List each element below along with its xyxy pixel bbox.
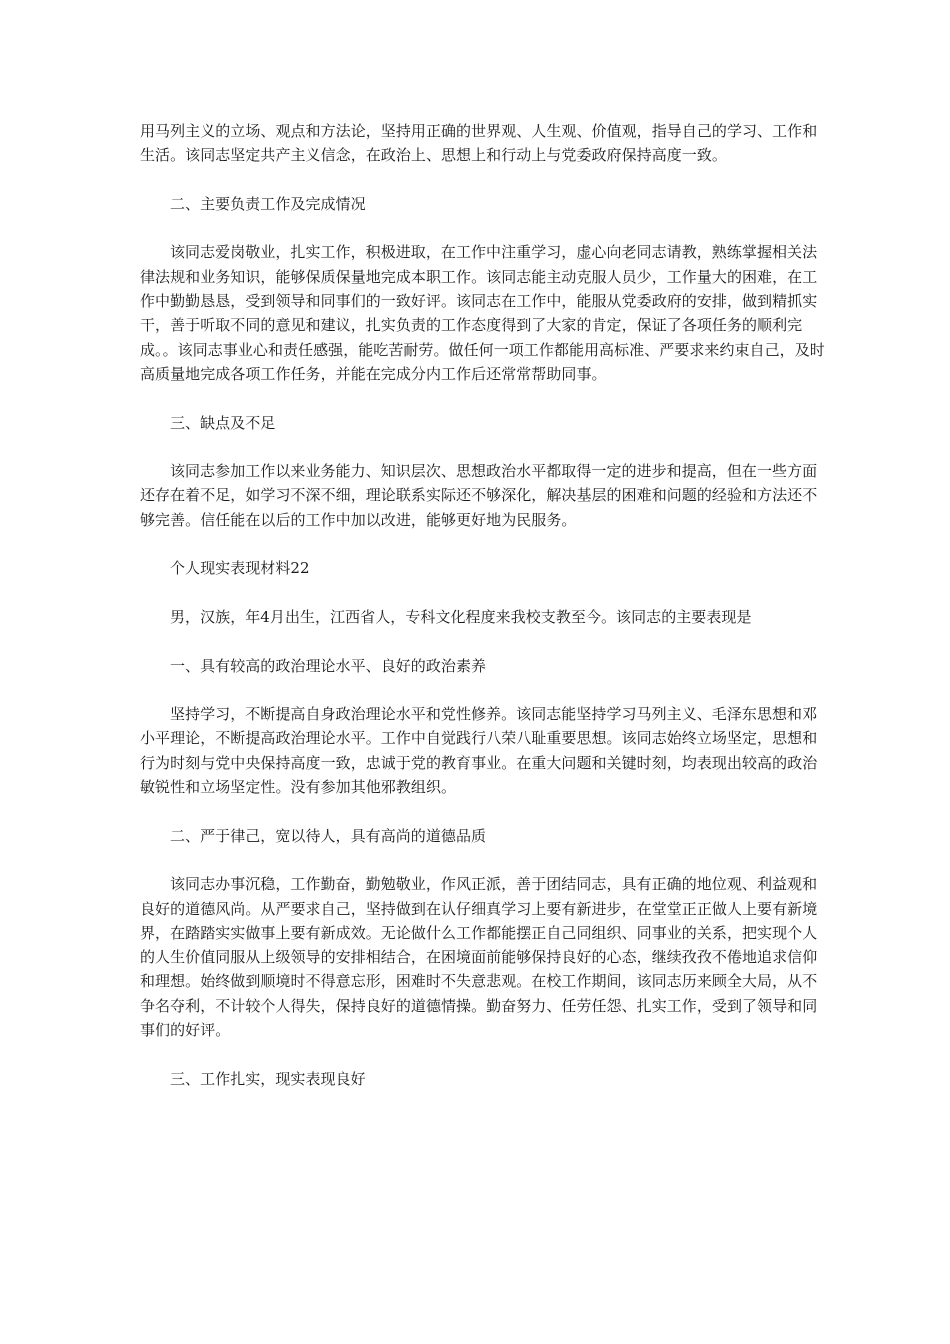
paragraph-main-work: 该同志爱岗敬业，扎实工作，积极进取，在工作中注重学习，虚心向老同志请教，熟练掌握相关法律法规和业务知识，能够保质保量地完成本职工作。该同志能主动克服人员少，工作量大的困难，在工作中勤勤恳恳，受到领导和同事们的一致好评。该同志在工作中，能服从党委政府的安排，做到精抓实干，善于听取不同的意见和建议，扎实负责的工作态度得到了大家的肯定，保证了各项任务的顺利完成。。该同志事业心和责任感强，能吃苦耐劳。做任何一项工作都能用高标准、严要求来约束自己，及时高质量地完成各项工作任务，并能在完成分内工作后还常常帮助同事。 — [140, 243, 825, 383]
section-heading-work-performance: 三、工作扎实，现实表现良好 — [170, 1069, 366, 1088]
section-heading-political: 一、具有较高的政治理论水平、良好的政治素养 — [170, 656, 487, 675]
paragraph-continuation: 用马列主义的立场、观点和方法论，坚持用正确的世界观、人生观、价值观，指导自己的学习、工作和生活。该同志坚定共产主义信念，在政治上、思想上和行动上与党委政府保持高度一致。 — [140, 122, 818, 165]
paragraph-political: 坚持学习，不断提高自身政治理论水平和党性修养。该同志能坚持学习马列主义、毛泽东思想和邓小平理论，不断提高政治理论水平。工作中自觉践行八荣八耻重要思想。该同志始终立场坚定，思想和行为时刻与党中央保持高度一致，忠诚于党的教育事业。在重大问题和关键时刻，均表现出较高的政治敏锐性和立场坚定性。没有参加其他邪教组织。 — [140, 705, 818, 797]
paragraph-moral: 该同志办事沉稳，工作勤奋，勤勉敬业，作风正派，善于团结同志，具有正确的地位观、利益观和良好的道德风尚。从严要求自己，坚持做到在认仔细真学习上要有新进步，在堂堂正正做人上要有新境界，在踏踏实实做事上要有新成效。无论做什么工作都能摆正自己同组织、同事业的关系，把实现个人的人生价值同服从上级领导的安排相结合，在困境面前能够保持良好的心态，继续孜孜不倦地追求信仰和理想。始终做到顺境时不得意忘形，困难时不失意悲观。在校工作期间，该同志历来顾全大局，从不争名夺利，不计较个人得失，保持良好的道德情操。勤奋努力、任劳任怨、扎实工作，受到了领导和同事们的好评。 — [140, 875, 818, 1039]
paragraph-shortcomings: 该同志参加工作以来业务能力、知识层次、思想政治水平都取得一定的进步和提高，但在一些方面还存在着不足，如学习不深不细，理论联系实际还不够深化，解决基层的困难和问题的经验和方法还不够完善。信任能在以后的工作中加以改进，能够更好地为民服务。 — [140, 462, 818, 529]
paragraph-intro: 男，汉族，年4月出生，江西省人，专科文化程度来我校支教至今。该同志的主要表现是 — [170, 607, 752, 626]
section-heading-main-work: 二、主要负责工作及完成情况 — [170, 194, 366, 213]
section-heading-moral: 二、严于律己，宽以待人，具有高尚的道德品质 — [170, 826, 487, 845]
document-subtitle: 个人现实表现材料22 — [170, 559, 310, 578]
section-heading-shortcomings: 三、缺点及不足 — [170, 413, 276, 432]
document-body — [140, 119, 830, 1115]
